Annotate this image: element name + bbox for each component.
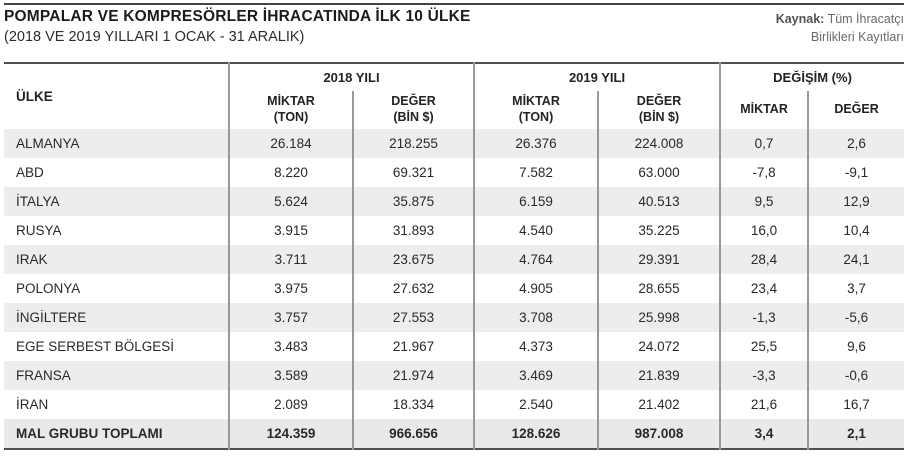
table-row bbox=[4, 274, 904, 303]
value-cell: -7,8 bbox=[720, 158, 808, 187]
header-2019-miktar-label: MİKTAR bbox=[512, 94, 560, 109]
country-cell: EGE SERBEST BÖLGESİ bbox=[16, 339, 175, 354]
value-cell: 24,1 bbox=[808, 245, 904, 274]
value-cell: -3,3 bbox=[720, 361, 808, 390]
value-cell: 35.875 bbox=[353, 187, 474, 216]
value-cell: 25.998 bbox=[598, 303, 720, 332]
country-cell: ABD bbox=[16, 165, 44, 180]
value-cell: 2,1 bbox=[808, 419, 904, 449]
value-cell: 5.624 bbox=[229, 187, 353, 216]
value-cell: 3.757 bbox=[229, 303, 353, 332]
table-row bbox=[4, 158, 904, 187]
value-cell: 987.008 bbox=[598, 419, 720, 449]
country-cell: İRAN bbox=[16, 397, 49, 412]
table-head bbox=[4, 63, 904, 129]
value-cell: 3.711 bbox=[229, 245, 353, 274]
value-cell: 69.321 bbox=[353, 158, 474, 187]
value-cell: 18.334 bbox=[353, 390, 474, 419]
value-cell: 4.905 bbox=[474, 274, 598, 303]
header-2019-deger-label: DEĞER bbox=[636, 94, 682, 109]
value-cell: 4.373 bbox=[474, 332, 598, 361]
header-2018-deger-unit: (BİN $) bbox=[393, 110, 434, 124]
header-2018-deger bbox=[353, 91, 474, 129]
value-cell: -5,6 bbox=[808, 303, 904, 332]
page-title: POMPALAR VE KOMPRESÖRLER İHRACATINDA İLK 10 ÜLKE bbox=[4, 8, 471, 25]
header-2018-deger-label: DEĞER bbox=[391, 94, 436, 109]
value-cell: 35.225 bbox=[598, 216, 720, 245]
value-cell: 3,4 bbox=[720, 419, 808, 449]
value-cell: 21.839 bbox=[598, 361, 720, 390]
table-total-row bbox=[4, 419, 904, 449]
value-cell: 40.513 bbox=[598, 187, 720, 216]
country-cell: İNGİLTERE bbox=[4, 303, 229, 332]
source-text-2: Birlikleri Kayıtları bbox=[810, 30, 904, 45]
country-cell: POLONYA bbox=[16, 281, 81, 296]
source-line-1 bbox=[776, 10, 904, 28]
value-cell: -1,3 bbox=[720, 303, 808, 332]
value-cell: 3.975 bbox=[229, 274, 353, 303]
value-cell: 28.655 bbox=[598, 274, 720, 303]
source-label: Kaynak: bbox=[775, 12, 825, 26]
title-block bbox=[4, 8, 471, 45]
table-row bbox=[4, 187, 904, 216]
header-2019-miktar-unit: (TON) bbox=[518, 110, 554, 124]
masthead bbox=[4, 8, 904, 46]
value-cell: 26.376 bbox=[474, 129, 598, 158]
value-cell: 9,5 bbox=[720, 187, 808, 216]
value-cell: 27.632 bbox=[353, 274, 474, 303]
value-cell: 12,9 bbox=[808, 187, 904, 216]
group-header-2018: 2018 YILI bbox=[229, 63, 474, 91]
country-column-header: ÜLKE bbox=[4, 63, 229, 129]
value-cell: 6.159 bbox=[474, 187, 598, 216]
value-cell: 21,6 bbox=[720, 390, 808, 419]
value-cell: 2.540 bbox=[474, 390, 598, 419]
value-cell: 16,7 bbox=[808, 390, 904, 419]
group-header-change: DEĞİŞİM (%) bbox=[720, 63, 904, 91]
header-2019-deger-unit: (BİN $) bbox=[638, 110, 680, 124]
country-cell: RUSYA bbox=[16, 223, 62, 238]
value-cell: 23.675 bbox=[353, 245, 474, 274]
source-text-1: Tüm İhracatçı bbox=[824, 12, 904, 26]
table-body bbox=[4, 129, 904, 449]
source-note bbox=[776, 8, 904, 46]
country-cell: FRANSA bbox=[4, 361, 229, 390]
country-cell: İTALYA bbox=[4, 187, 229, 216]
table-row bbox=[4, 332, 904, 361]
value-cell: -9,1 bbox=[808, 158, 904, 187]
header-2018-miktar-label: MİKTAR bbox=[267, 94, 315, 109]
table-row bbox=[4, 390, 904, 419]
header-2019-deger bbox=[598, 91, 720, 129]
country-cell: ALMANYA bbox=[4, 129, 229, 158]
value-cell: 2,6 bbox=[808, 129, 904, 158]
value-cell: 26.184 bbox=[229, 129, 353, 158]
page-subtitle: (2018 VE 2019 YILLARI 1 OCAK - 31 ARALIK) bbox=[4, 28, 305, 45]
value-cell: 21.974 bbox=[353, 361, 474, 390]
header-2018-miktar-unit: (TON) bbox=[273, 110, 309, 124]
value-cell: 3.483 bbox=[229, 332, 353, 361]
group-header-row bbox=[4, 63, 904, 91]
value-cell: 4.764 bbox=[474, 245, 598, 274]
value-cell: 2.089 bbox=[229, 390, 353, 419]
value-cell: 16,0 bbox=[720, 216, 808, 245]
value-cell: 0,7 bbox=[720, 129, 808, 158]
value-cell: 24.072 bbox=[598, 332, 720, 361]
value-cell: 128.626 bbox=[474, 419, 598, 449]
value-cell: 10,4 bbox=[808, 216, 904, 245]
value-cell: 29.391 bbox=[598, 245, 720, 274]
header-2018-miktar bbox=[229, 91, 353, 129]
table-row bbox=[4, 303, 904, 332]
value-cell: 218.255 bbox=[353, 129, 474, 158]
value-cell: 21.967 bbox=[353, 332, 474, 361]
value-cell: 4.540 bbox=[474, 216, 598, 245]
value-cell: 21.402 bbox=[598, 390, 720, 419]
value-cell: 27.553 bbox=[353, 303, 474, 332]
table-row bbox=[4, 216, 904, 245]
value-cell: 3.915 bbox=[229, 216, 353, 245]
top-divider-rule bbox=[4, 3, 904, 5]
value-cell: 124.359 bbox=[229, 419, 353, 449]
value-cell: 3,7 bbox=[808, 274, 904, 303]
value-cell: 3.708 bbox=[474, 303, 598, 332]
value-cell: 25,5 bbox=[720, 332, 808, 361]
value-cell: 3.589 bbox=[229, 361, 353, 390]
group-header-2019: 2019 YILI bbox=[474, 63, 720, 91]
value-cell: 966.656 bbox=[353, 419, 474, 449]
value-cell: 9,6 bbox=[808, 332, 904, 361]
value-cell: 63.000 bbox=[598, 158, 720, 187]
value-cell: 31.893 bbox=[353, 216, 474, 245]
value-cell: 28,4 bbox=[720, 245, 808, 274]
value-cell: 23,4 bbox=[720, 274, 808, 303]
country-cell: IRAK bbox=[4, 245, 229, 274]
country-cell: MAL GRUBU TOPLAMI bbox=[4, 419, 229, 449]
export-table bbox=[4, 62, 904, 450]
value-cell: -0,6 bbox=[808, 361, 904, 390]
value-cell: 224.008 bbox=[598, 129, 720, 158]
table-row bbox=[4, 245, 904, 274]
header-change-miktar: MİKTAR bbox=[720, 91, 808, 129]
table-row bbox=[4, 361, 904, 390]
header-2019-miktar bbox=[474, 91, 598, 129]
value-cell: 7.582 bbox=[474, 158, 598, 187]
value-cell: 8.220 bbox=[229, 158, 353, 187]
value-cell: 3.469 bbox=[474, 361, 598, 390]
header-change-deger: DEĞER bbox=[808, 91, 904, 129]
table-row bbox=[4, 129, 904, 158]
